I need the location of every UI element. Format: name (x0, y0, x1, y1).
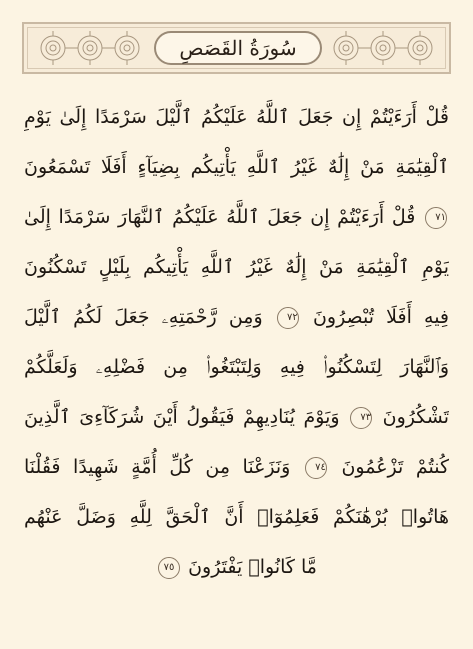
text-line-1 (24, 92, 449, 142)
line-text: وَٱلنَّهَارَ لِتَسْكُنُوا۟ فِيهِ وَلِتَبْتَغُوا۟ مِن فَضْلِهِۦ وَلَعَلَّكُمْ (24, 356, 449, 378)
line-text: تَشْكُرُونَ (382, 406, 449, 428)
text-line-5 (24, 292, 449, 342)
line-text: وَيَوْمَ يُنَادِيهِمْ فَيَقُولُ أَيْنَ شُرَكَآءِىَ ٱلَّذِينَ (24, 406, 340, 428)
text-line-2 (24, 142, 449, 192)
line-text: وَنَزَعْنَا مِن كُلِّ أُمَّةٍ شَهِيدًا فَقُلْنَا (24, 456, 291, 478)
line-text: كُنتُمْ تَزْعُمُونَ (341, 456, 449, 478)
ayah-marker-74: ٧٤ (305, 457, 327, 479)
surah-title: سُورَةُ القَصَصِ (179, 36, 297, 60)
surah-title-cartouche (154, 31, 322, 65)
text-line-9 (24, 492, 449, 542)
line-text: يَوْمِ ٱلْقِيَٰمَةِ مَنْ إِلَٰهٌ غَيْرُ ٱللَّهِ يَأْتِيكُم بِلَيْلٍ تَسْكُنُونَ (24, 256, 449, 278)
text-line-8 (24, 442, 449, 492)
line-text: هَاتُوا۟ بُرْهَٰنَكُمْ فَعَلِمُوٓا۟ أَنَّ ٱلْحَقَّ لِلَّهِ وَضَلَّ عَنْهُم (24, 506, 449, 528)
verse-text-block (24, 92, 449, 592)
line-text: وَمِن رَّحْمَتِهِۦ جَعَلَ لَكُمُ ٱلَّيْلَ (24, 306, 263, 328)
ayah-marker-72: ٧٢ (277, 307, 299, 329)
line-text: ٱلْقِيَٰمَةِ مَنْ إِلَٰهٌ غَيْرُ ٱللَّهِ يَأْتِيكُم بِضِيَآءٍ أَفَلَا تَسْمَعُونَ (24, 156, 449, 178)
ayah-marker-73: ٧٣ (350, 407, 372, 429)
ayah-marker-75: ٧٥ (158, 557, 180, 579)
line-text: مَّا كَانُوا۟ يَفْتَرُونَ (188, 556, 317, 578)
text-line-7 (24, 392, 449, 442)
right-ornament (327, 29, 439, 67)
line-text: قُلْ أَرَءَيْتُمْ إِن جَعَلَ ٱللَّهُ عَلَيْكُمُ ٱلَّيْلَ سَرْمَدًا إِلَىٰ يَوْمِ (24, 106, 449, 128)
text-line-6 (24, 342, 449, 392)
text-line-3 (24, 192, 449, 242)
surah-header (22, 22, 451, 74)
ayah-marker-71: ٧١ (425, 207, 447, 229)
text-line-4 (24, 242, 449, 292)
line-text: قُلْ أَرَءَيْتُمْ إِن جَعَلَ ٱللَّهُ عَلَيْكُمُ ٱلنَّهَارَ سَرْمَدًا إِلَىٰ (24, 206, 416, 228)
line-text: فِيهِ أَفَلَا تُبْصِرُونَ (312, 306, 449, 328)
left-ornament (34, 29, 146, 67)
text-line-10 (24, 542, 449, 592)
